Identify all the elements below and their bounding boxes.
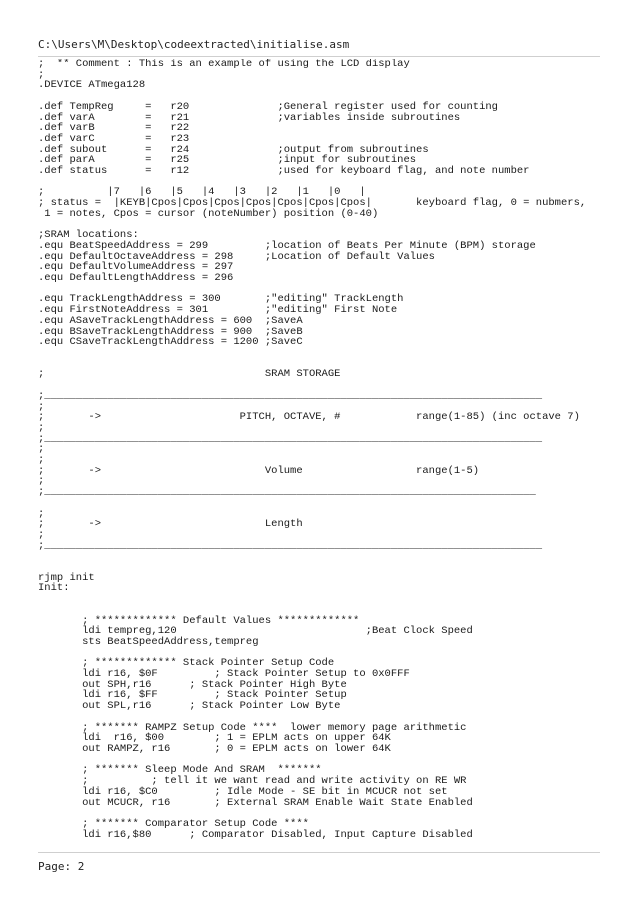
code-line: ;SRAM locations: xyxy=(38,229,139,242)
code-line: out RAMPZ, r16 ; 0 = EPLM acts on lower 64K xyxy=(38,743,391,755)
code-line: .def TempReg = r20 ;General register used for counting xyxy=(38,100,498,113)
code-line: ldi r16, $0F ; Stack Pointer Setup to 0x0FFF xyxy=(38,668,410,681)
code-line: ; xyxy=(38,454,45,467)
code-line: .DEVICE ATmega128 xyxy=(38,79,146,92)
code-line: .equ CSaveTrackLengthAddress = 1200 ;SaveC xyxy=(38,336,303,349)
code-line: ; ******* RAMPZ Setup Code **** lower memory page arithmetic xyxy=(38,721,467,734)
code-line: ; -> PITCH, OCTAVE, # range(1-85) (inc octave 7) xyxy=(38,411,580,424)
code-line: rjmp init xyxy=(38,571,95,584)
code-line xyxy=(38,551,600,562)
file-path-header: C:\Users\M\Desktop\codeextracted\initialise.asm xyxy=(38,38,350,51)
code-line: .equ DefaultVolumeAddress = 297 xyxy=(38,261,234,274)
code-line: ; xyxy=(38,443,45,456)
code-line: out SPH,r16 ; Stack Pointer High Byte xyxy=(38,678,347,691)
code-line: ; ******* Comparator Setup Code **** xyxy=(38,817,309,830)
code-line: ldi r16, $00 ; 1 = EPLM acts on upper 64K xyxy=(38,732,391,745)
code-line: ; -> Length xyxy=(38,518,303,531)
code-line: Init: xyxy=(38,582,70,595)
code-line: ; xyxy=(38,68,45,81)
code-line: ; xyxy=(38,528,45,541)
code-line: .def parA = r25 ;input for subroutines xyxy=(38,154,417,167)
code-line: ; xyxy=(38,507,45,520)
code-line: ;_______________________________________________________________________________ xyxy=(38,539,543,552)
code-line: ;_______________________________________________________________________________ xyxy=(38,432,543,445)
page-number: Page: 2 xyxy=(38,860,85,873)
code-line: ldi r16, $C0 ; Idle Mode - SE bit in MCUCR not set xyxy=(38,785,448,798)
code-listing xyxy=(38,59,600,840)
code-line xyxy=(38,594,600,605)
code-line: .def varC = r23 xyxy=(38,132,190,145)
code-line: ;_______________________________________________________________________________ xyxy=(38,389,543,402)
code-line: out MCUCR, r16 ; External SRAM Enable Wait State Enabled xyxy=(38,796,473,809)
code-line: .def varA = r21 ;variables inside subroutines xyxy=(38,111,461,124)
code-line: ; status = |KEYB|Cpos|Cpos|Cpos|Cpos|Cpos|Cpos|Cpos| keyboard flag, 0 = nubmers, xyxy=(38,197,587,210)
code-line: .equ FirstNoteAddress = 301 ;"editing" First Note xyxy=(38,304,398,317)
code-line: ; xyxy=(38,421,45,434)
code-line: ldi r16, $FF ; Stack Pointer Setup xyxy=(38,689,347,702)
code-line: .equ DefaultLengthAddress = 296 xyxy=(38,272,234,285)
code-line: .def varB = r22 xyxy=(38,122,190,135)
code-line: ; -> Volume range(1-5) xyxy=(38,464,480,477)
code-line: ; ; tell it we want read and write activity on RE WR xyxy=(38,775,467,788)
code-line: ; |7 |6 |5 |4 |3 |2 |1 |0 | xyxy=(38,186,366,199)
code-line xyxy=(38,562,600,573)
code-line: .equ ASaveTrackLengthAddress = 600 ;SaveA xyxy=(38,314,303,327)
code-line xyxy=(38,605,600,616)
code-line: sts BeatSpeedAddress,tempreg xyxy=(38,635,259,648)
code-line: .equ BSaveTrackLengthAddress = 900 ;SaveB xyxy=(38,325,303,338)
code-line: ; ************* Stack Pointer Setup Code xyxy=(38,657,335,670)
code-line: .equ DefaultOctaveAddress = 298 ;Location of Default Values xyxy=(38,250,435,263)
code-line: ; SRAM STORAGE xyxy=(38,368,341,381)
code-line: ; xyxy=(38,400,45,413)
code-line xyxy=(38,348,600,359)
code-line xyxy=(38,712,600,723)
code-line: .def status = r12 ;used for keyboard flag, and note number xyxy=(38,165,530,178)
header-divider xyxy=(38,56,600,57)
footer-divider xyxy=(38,852,600,853)
code-line: 1 = notes, Cpos = cursor (noteNumber) position (0-40) xyxy=(38,207,379,220)
code-line: .equ BeatSpeedAddress = 299 ;location of Beats Per Minute (BPM) storage xyxy=(38,239,536,252)
code-line: ; xyxy=(38,475,45,488)
code-line: ldi r16,$80 ; Comparator Disabled, Input Capture Disabled xyxy=(38,828,473,841)
code-line: ; ** Comment : This is an example of using the LCD display xyxy=(38,59,410,70)
code-line: out SPL,r16 ; Stack Pointer Low Byte xyxy=(38,700,341,713)
code-line: .def subout = r24 ;output from subroutines xyxy=(38,143,429,156)
code-line xyxy=(38,498,600,509)
code-line: ; ******* Sleep Mode And SRAM ******* xyxy=(38,764,322,777)
code-line: .equ TrackLengthAddress = 300 ;"editing" TrackLength xyxy=(38,293,404,306)
code-line: ldi tempreg,120 ;Beat Clock Speed xyxy=(38,625,473,638)
code-line: ;______________________________________________________________________________ xyxy=(38,486,536,499)
code-line: ; ************* Default Values ************* xyxy=(38,614,360,627)
